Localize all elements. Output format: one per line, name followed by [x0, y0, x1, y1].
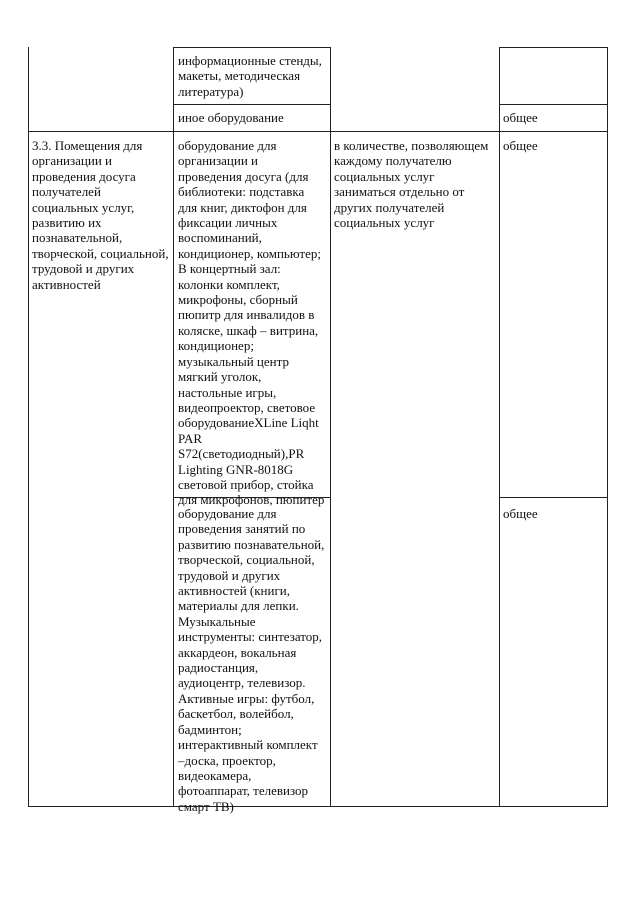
table-cell: общее	[503, 110, 538, 125]
table-cell: информационные стенды, макеты, методическая литература)	[178, 53, 322, 99]
table-cell: иное оборудование	[178, 110, 284, 125]
table-rule	[28, 47, 29, 807]
table-cell: оборудование для проведения занятий по развитию познавательной, творческой, социальной, трудовой и других активностей (книги, материалы для лепки. Музыкальные инструменты: синтезатор, аккардеон, вокальная радиостанция, аудиоцентр, телевизор. Активные игры: футбол, баскетбол, волейбол, бадминтон; интерактивный комплект –доска, проектор, видеокамера, фотоаппарат, телевизор смарт ТВ)	[178, 506, 325, 814]
table-rule	[173, 47, 330, 48]
table-rule	[499, 104, 608, 105]
table-cell: оборудование для организации и проведения досуга (для библиотеки: подставка для книг, диктофон для фиксации личных воспоминаний, кондиционер, компьютер; В концертный зал: колонки комплект, микрофоны, сборный пюпитр для инвалидов в коляске, шкаф – витрина, кондиционер; музыкальный центр мягкий уголок, настольные игры, видеопроектор, световое оборудованиеXLine Liqht PAR S72(светодиодный),PR Lighting GNR-8018G световой прибор, стойка для микрофонов, пюпитер	[178, 138, 325, 508]
table-cell: в количестве, позволяющем каждому получателю социальных услуг заниматься отдельно от других получателей социальных услуг	[334, 138, 489, 231]
table-rule	[499, 47, 608, 48]
table-cell: общее	[503, 506, 538, 521]
table-rule	[607, 47, 608, 807]
table-rule	[173, 104, 330, 105]
table-rule	[28, 131, 608, 132]
table-cell: общее	[503, 138, 538, 153]
table-cell: 3.3. Помещения для организации и проведения досуга получателей социальных услуг, развитию их познавательной, творческой, социальной, трудовой и других активностей	[32, 138, 169, 292]
table-rule	[499, 47, 500, 807]
table-rule	[330, 47, 331, 807]
table-rule	[173, 47, 174, 807]
table-rule	[499, 497, 608, 498]
